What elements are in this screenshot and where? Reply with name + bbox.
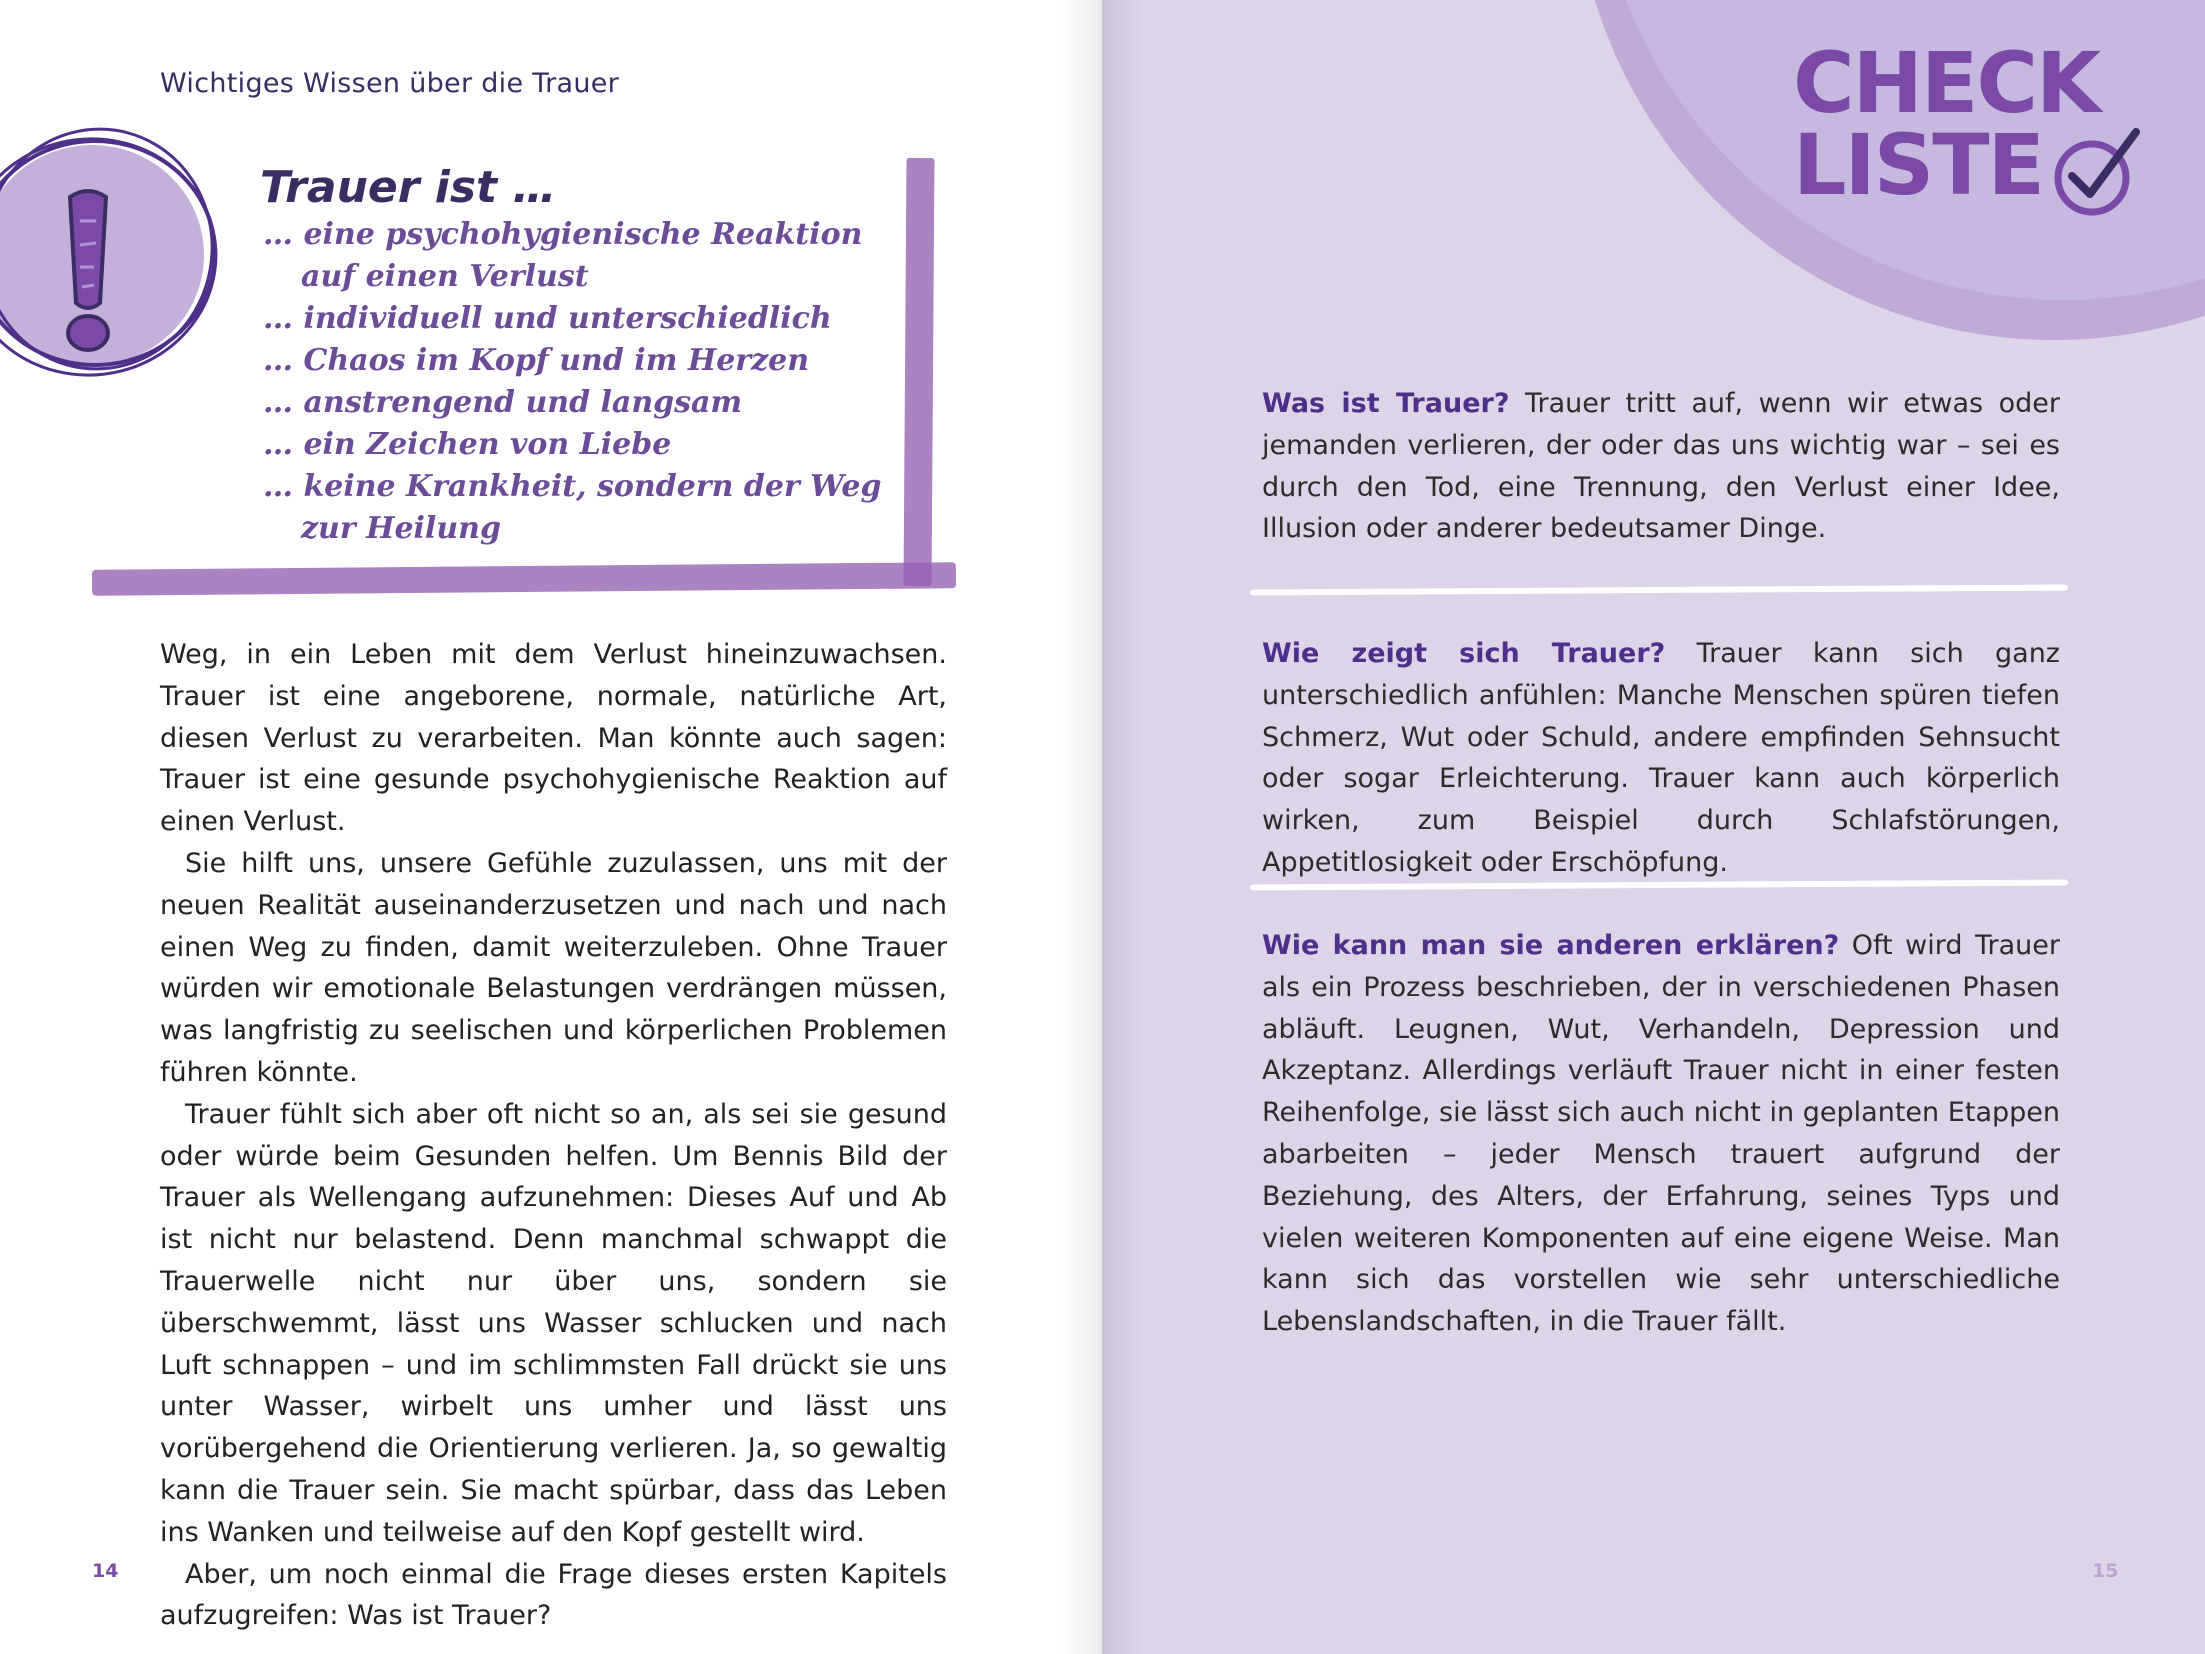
checklist-badge-line1: CHECK [1793,34,2100,132]
body-paragraph: Sie hilft uns, unsere Gefühle zuzulassen, uns mit der neuen Realität auseinanderzusetzen und nach und nach einen Weg zu finden, damit weiterzuleben. Ohne Trauer würden wir emotionale Belastungen verdrängen müssen, was langfristig zu seelischen und körperlichen Problemen führen könnte. [160,847,947,1088]
section-answer: Trauer kann sich ganz unterschiedlich anfühlen: Manche Menschen spüren tiefen Schmerz, Wut oder Schuld, andere empfinden Sehnsucht oder sogar Erleichterung. Trauer kann auch körperlich wirken, zum Beispiel durch Schlafstörungen, Appetitlosigkeit oder Erschöpfung. [1262,638,2060,878]
section-question: Was ist Trauer? [1262,388,1510,419]
section-answer: Trauer tritt auf, wenn wir etwas oder jemanden verlieren, der oder das uns wichtig war – sei es durch den Tod, eine Trennung, den Verlust einer Idee, Illusion oder anderer bedeutsamer Dinge. [1262,388,2060,545]
info-box-item: … eine psychohygienische Reaktion auf einen Verlust [263,217,863,294]
info-box-title: Trauer ist … [260,162,557,213]
info-box-item: … ein Zeichen von Liebe [263,427,672,462]
exclamation-icon [0,125,240,385]
info-box-list [263,214,903,550]
body-paragraph: Weg, in ein Leben mit dem Verlust hineinzuwachsen. Trauer ist eine angeborene, normale, natürliche Art, diesen Verlust zu verarbeiten. Man könnte auch sagen: Trauer ist eine gesunde psychohygienische Reaktion auf einen Verlust. [160,639,947,838]
section-question: Wie zeigt sich Trauer? [1262,638,1666,669]
checklist-badge-line2: LISTE [1793,116,2043,214]
left-page [0,0,1102,1654]
checklist-section [1262,925,2060,1343]
section-question: Wie kann man sie anderen erklären? [1262,930,1840,961]
right-page [1102,0,2205,1654]
checklist-badge [1793,34,2100,214]
running-head: Wichtiges Wissen über die Trauer [160,68,620,99]
info-box-item: … keine Krankheit, sondern der Weg zur Heilung [263,469,882,546]
section-answer: Oft wird Trauer als ein Prozess beschrieben, der in verschiedenen Phasen abläuft. Leugnen, Wut, Verhandeln, Depression und Akzeptanz. Allerdings verläuft Trauer nicht in einer festen Reihenfolge, sie lässt sich auch nicht in geplanten Etappen abarbeiten – jeder Mensch trauert aufgrund der Beziehung, des Alters, der Erfahrung, seines Typs und vielen weiteren Komponenten auf eine eigene Weise. Man kann sich das vorstellen wie sehr unterschiedliche Lebenslandschaften, in die Trauer fällt. [1262,930,2060,1338]
info-box-item: … individuell und unterschiedlich [263,301,832,336]
body-paragraph: Trauer fühlt sich aber oft nicht so an, als sei sie gesund oder würde beim Gesunden helfen. Um Bennis Bild der Trauer als Wellengang aufzunehmen: Dieses Auf und Ab ist nicht nur belastend. Denn manchmal schwappt die Trauerwelle nicht nur über uns, sondern sie überschwemmt, lässt uns Wasser schlucken und nach Luft schnappen – und im schlimmsten Fall drückt sie uns unter Wasser, wirbelt uns umher und lässt uns vorübergehend die Orientierung verlieren. Ja, so gewaltig kann die Trauer sein. Sie macht spürbar, dass das Leben ins Wanken und teilweise auf den Kopf gestellt wird. [160,1098,947,1548]
info-box-item: … Chaos im Kopf und im Herzen [263,343,810,378]
page-number-right: 15 [2092,1560,2119,1582]
body-paragraph: Aber, um noch einmal die Frage dieses ersten Kapitels aufzugreifen: Was ist Trauer? [160,1558,947,1632]
page-number-left: 14 [92,1560,119,1582]
checkmark-icon [2050,122,2140,222]
body-text [160,634,947,1637]
checklist-section [1262,383,2060,550]
checklist-section [1262,633,2060,884]
info-box-horizontal-stroke [92,562,956,596]
book-gutter [1060,0,1102,1654]
section-divider [1250,585,2068,596]
gutter-shadow [1102,0,1142,1654]
info-box-item: … anstrengend und langsam [263,385,743,420]
info-box-vertical-stroke [904,158,935,586]
